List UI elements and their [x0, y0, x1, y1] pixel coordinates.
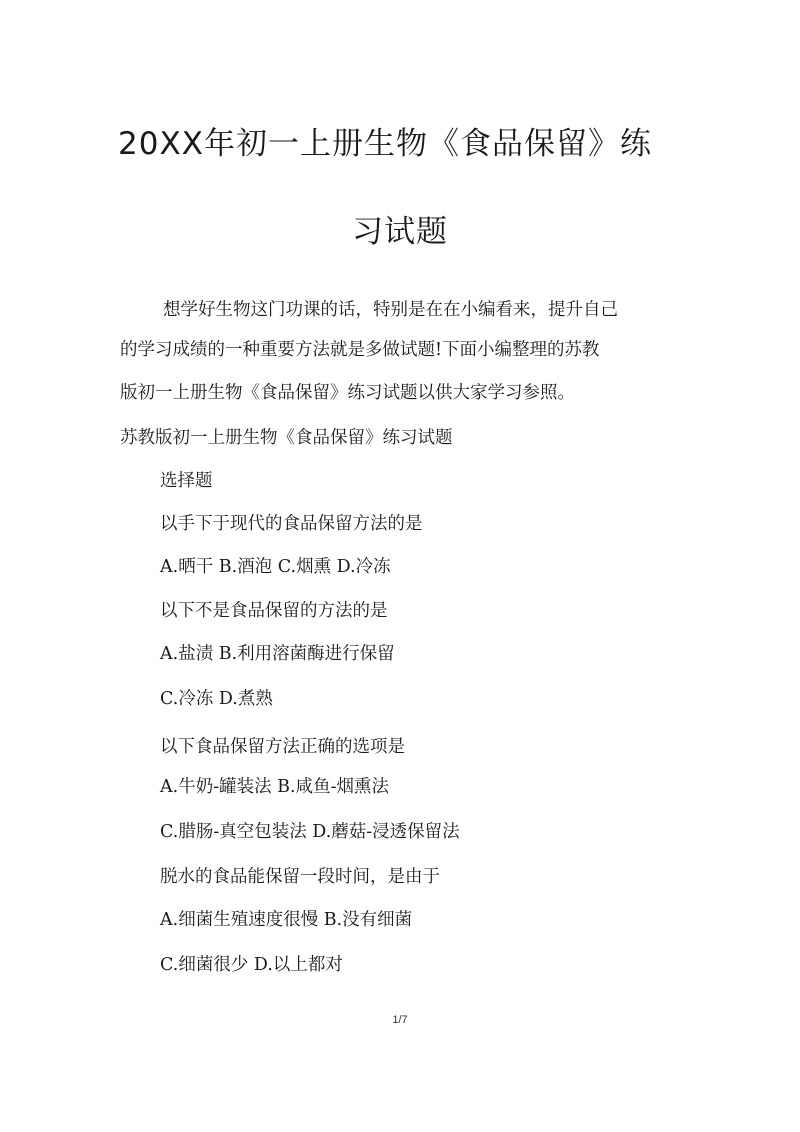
intro-paragraph-line-1: 想学好生物这门功课的话，特别是在在小编看来，提升自己: [163, 300, 618, 320]
document-title-line-1: 20XX年初一上册生物《食品保留》练: [118, 126, 652, 162]
question-4-stem: 脱水的食品能保留一段时间，是由于: [160, 867, 440, 887]
question-2-options-line-1: A.盐渍 B.利用溶菌酶进行保留: [160, 644, 395, 664]
question-3-options-line-2: C.腊肠-真空包装法 D.蘑菇-浸透保留法: [160, 822, 460, 842]
intro-paragraph-line-3: 版初一上册生物《食品保留》练习试题以供大家学习参照。: [120, 383, 575, 403]
question-2-options-line-2: C.冷冻 D.煮熟: [160, 689, 273, 709]
question-3-options-line-1: A.牛奶-罐装法 B.咸鱼-烟熏法: [160, 777, 390, 797]
question-4-options-line-1: A.细菌生殖速度很慢 B.没有细菌: [160, 910, 413, 930]
section-subtitle: 苏教版初一上册生物《食品保留》练习试题: [120, 428, 453, 448]
question-3-stem: 以下食品保留方法正确的选项是: [160, 737, 405, 757]
question-4-options-line-2: C.细菌很少 D.以上都对: [160, 955, 343, 975]
question-2-stem: 以下不是食品保留的方法的是: [160, 601, 388, 621]
section-heading-choice: 选择题: [160, 471, 213, 491]
question-1-stem: 以手下于现代的食品保留方法的是: [160, 514, 423, 534]
page-number: 1/7: [392, 1014, 408, 1026]
intro-paragraph-line-2: 的学习成绩的一种重要方法就是多做试题!下面小编整理的苏教: [120, 340, 600, 360]
document-title-line-2: 习试题: [352, 214, 448, 250]
question-1-options: A.晒干 B.酒泡 C.烟熏 D.冷冻: [160, 557, 391, 577]
